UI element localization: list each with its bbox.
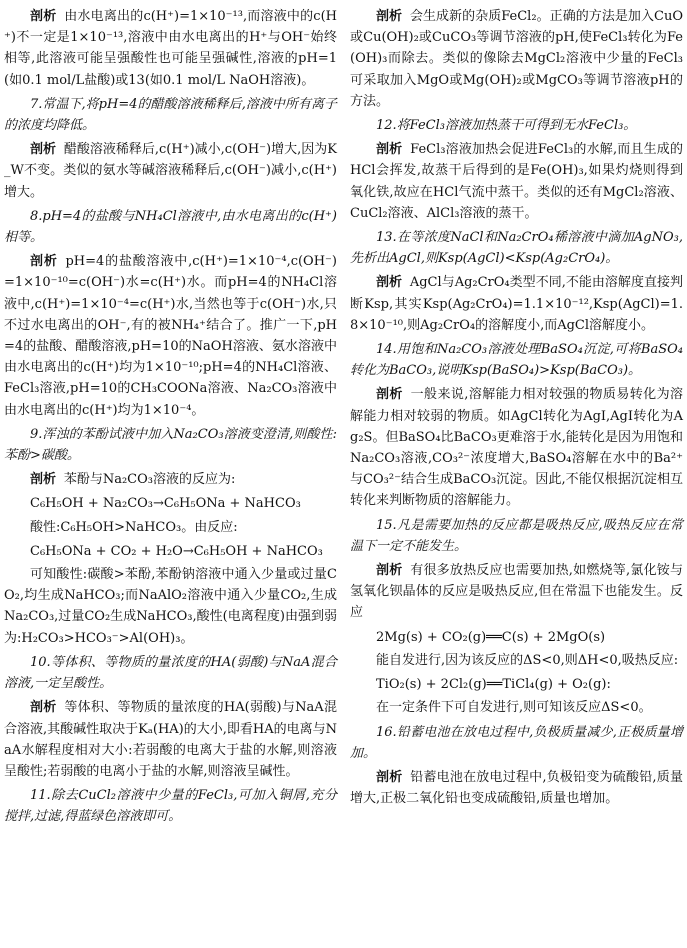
analysis-label: 剖析 bbox=[376, 563, 403, 579]
chemical-equation: C₆H₅ONa + CO₂ + H₂O→C₆H₅OH + NaHCO₃ bbox=[30, 543, 323, 559]
paragraph-text: 9.浑浊的苯酚试液中加入Na₂CO₃溶液变澄清,则酸性:苯酚>碳酸。 bbox=[4, 426, 337, 464]
question-statement bbox=[4, 206, 337, 248]
question-statement bbox=[350, 515, 683, 557]
paragraph-text: 14.用饱和Na₂CO₃溶液处理BaSO₄沉淀,可将BaSO₄转化为BaCO₃,说明Ksp(BaSO₄)>Ksp(BaCO₃)。 bbox=[350, 342, 683, 379]
paragraph-text: 10.等体积、等物质的量浓度的HA(弱酸)与NaA混合溶液,一定呈酸性。 bbox=[4, 654, 337, 692]
analysis-paragraph bbox=[4, 139, 337, 203]
chemical-equation: TiO₂(s) + 2Cl₂(g)══TiCl₄(g) + O₂(g): bbox=[376, 677, 611, 693]
body-text bbox=[4, 564, 337, 649]
paragraph-text: 可知酸性:碳酸>苯酚,苯酚钠溶液中通入少量或过量CO₂,均生成NaHCO₃;而NaAlO₂溶液中通入少量CO₂,生成Na₂CO₃,过量CO₂生成NaHCO₃,酸性(电离程度)由强到弱为:H₂CO₃>HCO₃⁻>Al(OH)₃。 bbox=[4, 567, 337, 646]
left-column bbox=[4, 6, 337, 831]
analysis-paragraph bbox=[4, 469, 337, 490]
analysis-label: 剖析 bbox=[376, 9, 403, 24]
analysis-paragraph bbox=[4, 697, 337, 782]
analysis-label: 剖析 bbox=[376, 275, 403, 291]
analysis-label: 剖析 bbox=[376, 142, 403, 158]
paragraph-text: AgCl与Ag₂CrO₄类型不同,不能由溶解度直接判断Ksp,其实Ksp(Ag₂CrO₄)=1.1×10⁻¹²,Ksp(AgCl)=1.8×10⁻¹⁰,则Ag₂CrO₄的溶解度小,而AgCl溶解度小。 bbox=[350, 275, 683, 333]
paragraph-text: 15.凡是需要加热的反应都是吸热反应,吸热反应在常温下一定不能发生。 bbox=[350, 517, 683, 554]
analysis-label: 剖析 bbox=[30, 472, 57, 488]
question-statement bbox=[4, 94, 337, 136]
question-statement bbox=[4, 652, 337, 694]
right-column bbox=[350, 6, 683, 812]
analysis-paragraph bbox=[350, 560, 683, 624]
paragraph-text: FeCl₃溶液加热会促进FeCl₃的水解,而且生成的HCl会挥发,故蒸干后得到的是Fe(OH)₃,如果灼烧则得到氧化铁,故应在HCl气流中蒸干。类似的还有MgCl₂溶液、CuCl₂溶液、AlCl₃溶液的蒸干。 bbox=[350, 142, 683, 221]
analysis-label: 剖析 bbox=[30, 9, 57, 24]
paragraph-text: 在一定条件下可自发进行,则可知该反应ΔS<0。 bbox=[376, 700, 652, 716]
paragraph-text: 能自发进行,因为该反应的ΔS<0,则ΔH<0,吸热反应: bbox=[376, 652, 679, 668]
question-statement bbox=[4, 424, 337, 466]
analysis-paragraph bbox=[350, 6, 683, 112]
paragraph-text: 会生成新的杂质FeCl₂。正确的方法是加入CuO或Cu(OH)₂或CuCO₃等调节溶液的pH,使FeCl₃转化为Fe(OH)₃而除去。类似的像除去MgCl₂溶液中少量的FeCl₃可采取加入MgO或Mg(OH)₂或MgCO₃等调节溶液pH的方法。 bbox=[350, 9, 683, 109]
body-text bbox=[350, 650, 683, 671]
paragraph-text: 16.铅蓄电池在放电过程中,负极质量减少,正极质量增加。 bbox=[350, 724, 683, 761]
analysis-paragraph bbox=[4, 251, 337, 421]
paragraph-text: 铅蓄电池在放电过程中,负极铅变为硫酸铅,质量增大,正极二氧化铅也变成硫酸铅,质量也增加。 bbox=[350, 769, 683, 807]
paragraph-text: 7.常温下,将pH=4的醋酸溶液稀释后,溶液中所有离子的浓度均降低。 bbox=[4, 96, 337, 134]
analysis-paragraph bbox=[350, 384, 683, 511]
analysis-paragraph bbox=[4, 6, 337, 91]
question-statement bbox=[350, 227, 683, 269]
chemical-equation: 2Mg(s) + CO₂(g)══C(s) + 2MgO(s) bbox=[376, 629, 606, 645]
question-statement bbox=[4, 785, 337, 827]
analysis-paragraph bbox=[350, 767, 683, 809]
question-statement bbox=[350, 115, 683, 136]
analysis-label: 剖析 bbox=[376, 387, 403, 403]
body-text bbox=[350, 697, 683, 718]
body-text bbox=[4, 517, 337, 538]
paragraph-text: pH=4的盐酸溶液中,c(H⁺)=1×10⁻⁴,c(OH⁻)=1×10⁻¹⁰=c(OH⁻)水=c(H⁺)水。而pH=4的NH₄Cl溶液中,c(H⁺)=1×10⁻⁴=c(H⁺)水,当然也等于c(OH⁻)水,只不过水电离出的OH⁻,有的被NH₄⁺结合了。推广一下,pH=4的盐酸、醋酸溶液,pH=10的NaOH溶液、氨水溶液中由水电离出的c(H⁺)均为1×10⁻¹⁰;pH=4的NH₄Cl溶液、FeCl₃溶液,pH=10的CH₃COONa溶液、Na₂CO₃溶液中由水电离出的c(H⁺)均为1×10⁻⁴。 bbox=[4, 254, 337, 418]
paragraph-text: 醋酸溶液稀释后,c(H⁺)减小,c(OH⁻)增大,因为K_W不变。类似的氨水等碱溶液稀释后,c(OH⁻)减小,c(H⁺)增大。 bbox=[4, 142, 337, 200]
analysis-label: 剖析 bbox=[376, 769, 403, 785]
paragraph-text: 苯酚与Na₂CO₃溶液的反应为: bbox=[63, 472, 236, 488]
paragraph-text: 由水电离出的c(H⁺)=1×10⁻¹³,而溶液中的c(H⁺)不一定是1×10⁻¹³,溶液中由水电离出的H⁺与OH⁻始终相等,此溶液可能呈强酸性也可能呈强碱性,溶液的pH=1(如0.1 mol/L盐酸)或13(如0.1 mol/L NaOH溶液)。 bbox=[4, 9, 337, 88]
analysis-label: 剖析 bbox=[30, 700, 57, 716]
paragraph-text: 一般来说,溶解能力相对较强的物质易转化为溶解能力相对较弱的物质。如AgCl转化为AgI,AgI转化为Ag₂S。但BaSO₄比BaCO₃更难溶于水,能转化是因为用饱和Na₂CO₃溶液,CO₃²⁻浓度增大,BaSO₄溶解在水中的Ba²⁺与CO₃²⁻结合生成BaCO₃沉淀。因此,不能仅根据沉淀相互转化来判断物质的溶解能力。 bbox=[350, 387, 683, 509]
question-statement bbox=[350, 722, 683, 764]
paragraph-text: 等体积、等物质的量浓度的HA(弱酸)与NaA混合溶液,其酸碱性取决于Kₐ(HA)的大小,即看HA的电离与NaA水解程度相对大小:若弱酸的电离大于盐的水解,则溶液呈酸性;若弱酸的电离小于盐的水解,则溶液呈碱性。 bbox=[4, 700, 337, 779]
analysis-paragraph bbox=[350, 139, 683, 224]
paragraph-text: 酸性:C₆H₅OH>NaHCO₃。由反应: bbox=[30, 519, 238, 535]
question-statement bbox=[350, 339, 683, 381]
paragraph-text: 8.pH=4的盐酸与NH₄Cl溶液中,由水电离出的c(H⁺)相等。 bbox=[4, 208, 337, 246]
paragraph-text: 11.除去CuCl₂溶液中少量的FeCl₃,可加入铜屑,充分搅拌,过滤,得蓝绿色溶液即可。 bbox=[4, 788, 337, 825]
analysis-paragraph bbox=[350, 272, 683, 336]
paragraph-text: 有很多放热反应也需要加热,如燃烧等,氯化铵与氢氧化钡晶体的反应是吸热反应,但在常温下也能发生。反应 bbox=[350, 563, 683, 621]
paragraph-text: 12.将FeCl₃溶液加热蒸干可得到无水FeCl₃。 bbox=[376, 118, 637, 134]
paragraph-text: 13.在等浓度NaCl和Na₂CrO₄稀溶液中滴加AgNO₃,先析出AgCl,则Ksp(AgCl)<Ksp(Ag₂CrO₄)。 bbox=[350, 230, 683, 267]
analysis-label: 剖析 bbox=[30, 142, 57, 158]
analysis-label: 剖析 bbox=[30, 254, 58, 270]
chemical-equation: C₆H₅OH + Na₂CO₃→C₆H₅ONa + NaHCO₃ bbox=[30, 496, 301, 512]
